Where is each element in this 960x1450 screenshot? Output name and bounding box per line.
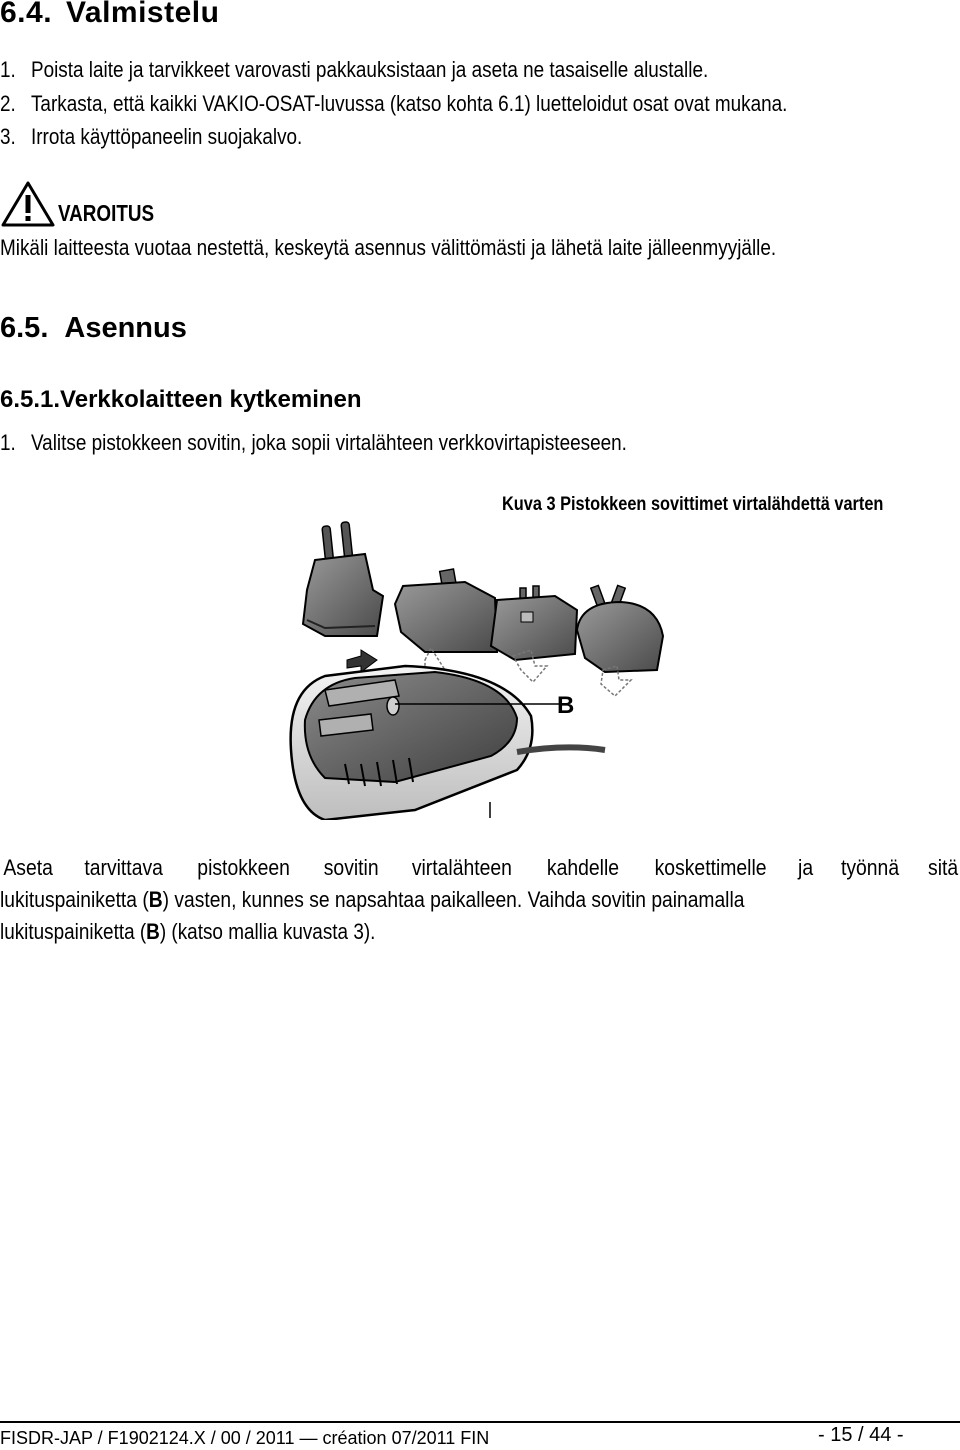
- list-item: [0, 430, 627, 456]
- bold-b: B: [148, 887, 163, 912]
- creation-date: création 07/2011 FIN: [322, 1428, 490, 1448]
- list-text: Valitse pistokkeen sovitin, joka sopii virtalähteen verkkovirtapisteeseen.: [30, 430, 627, 455]
- list-item: [0, 124, 302, 150]
- text-run: lukituspainiketta (: [0, 887, 149, 912]
- warning-text: Mikäli laitteesta vuotaa nestettä, keskeytä asennus välittömästi ja lähetä laite jälleenmyyjälle.: [0, 235, 777, 260]
- section-heading-6-5: [0, 312, 187, 345]
- page-number: - 15 / 44 -: [818, 1424, 904, 1446]
- word: sovitin: [323, 855, 379, 880]
- section-heading-6-4: [0, 0, 219, 30]
- list-number: 3.: [0, 124, 16, 149]
- list-text: Irrota käyttöpaneelin suojakalvo.: [30, 124, 303, 149]
- word: työnnä: [840, 855, 899, 880]
- euro-adapter: [303, 522, 383, 672]
- warning-triangle-icon: [0, 180, 56, 228]
- section-title: Asennus: [64, 312, 187, 344]
- list-number: 1.: [0, 430, 16, 455]
- list-text: Tarkasta, että kaikki VAKIO-OSAT-luvussa (katso kohta 6.1) luetteloidut osat ovat mukana.: [30, 91, 788, 116]
- paragraph-line: [0, 919, 375, 945]
- word: koskettimelle: [654, 855, 767, 880]
- section-number: 6.4.: [0, 0, 53, 29]
- list-number: 2.: [0, 91, 16, 116]
- text-run: ) vasten, kunnes se napsahtaa paikalleen. Vaihda sovitin painamalla: [162, 887, 745, 912]
- warning-title: VAROITUS: [58, 200, 155, 226]
- figure-caption: Kuva 3 Pistokkeen sovittimet virtalähdettä varten: [502, 494, 884, 515]
- list-text: Poista laite ja tarvikkeet varovasti pakkauksistaan ja aseta ne tasaiselle alustalle.: [30, 57, 709, 82]
- footer-doc-ref: [0, 1428, 489, 1449]
- word: virtalähteen: [411, 855, 512, 880]
- bold-b: B: [146, 919, 160, 944]
- word: pistokkeen: [197, 855, 291, 880]
- list-item: [0, 91, 787, 117]
- list-number: 1.: [0, 57, 16, 82]
- word: tarvittava: [84, 855, 164, 880]
- word: kahdelle: [546, 855, 619, 880]
- footer-rule: [0, 1421, 960, 1423]
- uk-adapter: [395, 569, 497, 680]
- doc-ref: FISDR-JAP / F1902124.X / 00 / 2011: [0, 1428, 295, 1448]
- plug-adapters-illustration: [285, 520, 905, 820]
- text-run: lukituspainiketta (: [0, 919, 147, 944]
- word: sitä: [927, 855, 958, 880]
- word: ja: [797, 855, 813, 880]
- us-adapter: [491, 586, 577, 682]
- word: Aseta: [3, 855, 53, 880]
- charger-unit: [291, 666, 605, 820]
- dash: —: [299, 1428, 318, 1448]
- aus-adapter: [577, 585, 663, 696]
- callout-label-b: B: [557, 692, 575, 719]
- section-heading-6-5-1: 6.5.1.Verkkolaitteen kytkeminen: [0, 386, 362, 413]
- list-item: [0, 57, 708, 83]
- section-title: Valmistelu: [66, 0, 220, 29]
- section-number: 6.5.: [0, 312, 49, 344]
- paragraph-line: [0, 887, 744, 913]
- paragraph-line: [0, 855, 960, 881]
- text-run: ) (katso mallia kuvasta 3).: [159, 919, 376, 944]
